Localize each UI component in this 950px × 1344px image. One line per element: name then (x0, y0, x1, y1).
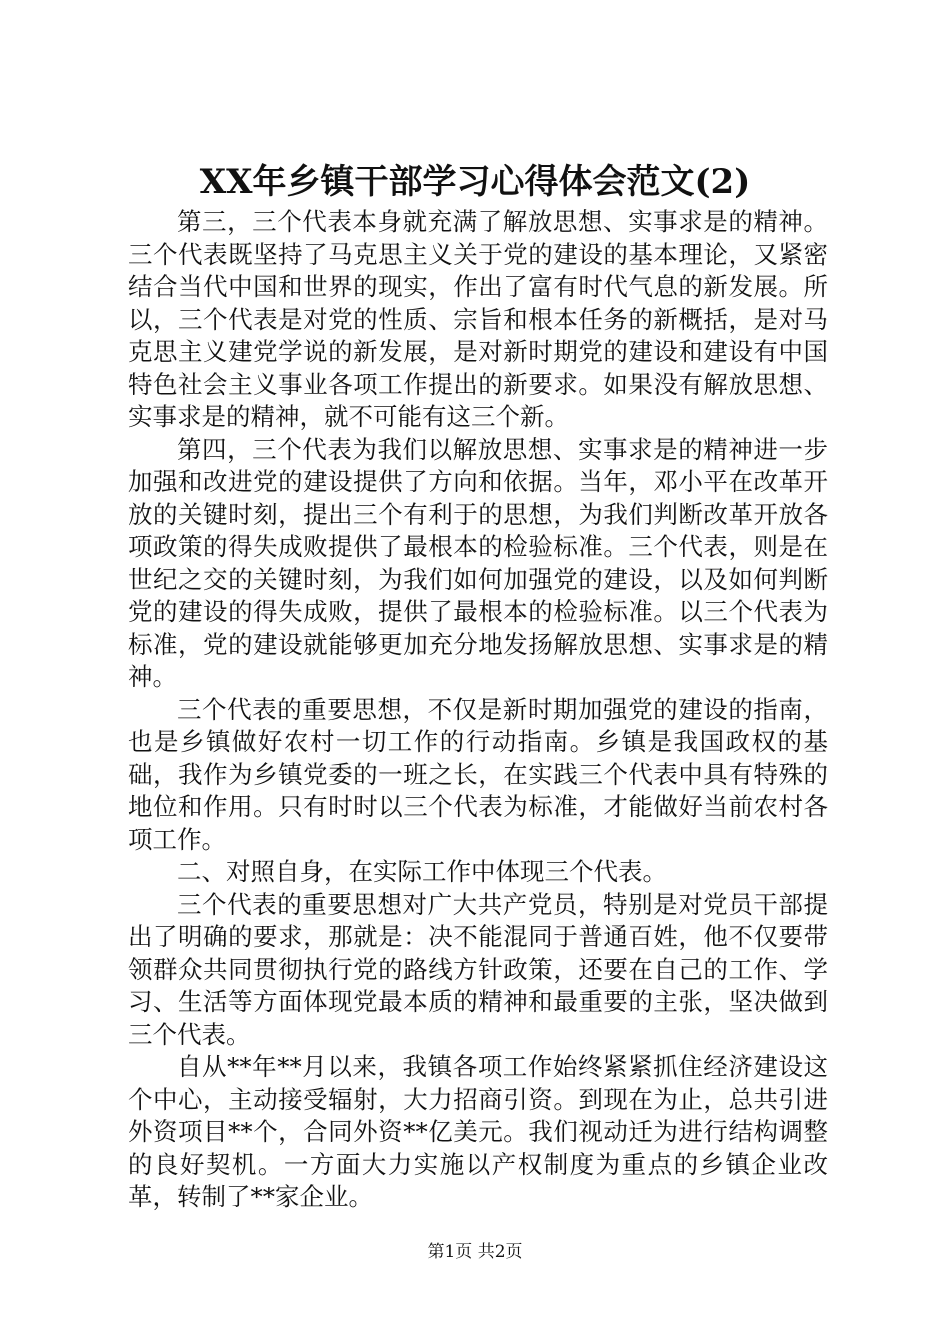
section-heading: 二、对照自身，在实际工作中体现三个代表。 (177, 857, 667, 886)
paragraph: 第三，三个代表本身就充满了解放思想、实事求是的精神。三个代表既坚持了马克思主义关于党的建设的基本理论，又紧密结合当代中国和世界的现实，作出了富有时代气息的新发展。所以，三个代表是对党的性质、宗旨和根本任务的新概括，是对马克思主义建党学说的新发展，是对新时期党的建设和建设有中国特色社会主义事业各项工作提出的新要求。如果没有解放思想、实事求是的精神，就不可能有这三个新。 (128, 207, 828, 431)
paragraph: 第四，三个代表为我们以解放思想、实事求是的精神进一步加强和改进党的建设提供了方向和依据。当年，邓小平在改革开放的关键时刻，提出三个有利于的思想，为我们判断改革开放各项政策的得失成败提供了最根本的检验标准。三个代表，则是在世纪之交的关键时刻，为我们如何加强党的建设，以及如何判断党的建设的得失成败，提供了最根本的检验标准。以三个代表为标准，党的建设就能够更加充分地发扬解放思想、实事求是的精神。 (128, 434, 828, 691)
paragraph: 自从**年**月以来，我镇各项工作始终紧紧抓住经济建设这个中心，主动接受辐射，大力招商引资。到现在为止，总共引进外资项目**个，合同外资**亿美元。我们视动迁为进行结构调整的良好契机。一方面大力实施以产权制度为重点的乡镇企业改革，转制了**家企业。 (128, 1052, 828, 1211)
document-title: XX年乡镇干部学习心得体会范文(2) (199, 162, 751, 202)
page-footer: 第1页 共2页 (427, 1242, 523, 1262)
document-body (128, 206, 828, 1214)
paragraph: 三个代表的重要思想，不仅是新时期加强党的建设的指南，也是乡镇做好农村一切工作的行动指南。乡镇是我国政权的基础，我作为乡镇党委的一班之长，在实践三个代表中具有特殊的地位和作用。只有时时以三个代表为标准，才能做好当前农村各项工作。 (128, 694, 828, 854)
paragraph: 三个代表的重要思想对广大共产党员，特别是对党员干部提出了明确的要求，那就是：决不能混同于普通百姓，他不仅要带领群众共同贯彻执行党的路线方针政策，还要在自己的工作、学习、生活等方面体现党最本质的精神和最重要的主张，坚决做到三个代表。 (128, 889, 828, 1049)
